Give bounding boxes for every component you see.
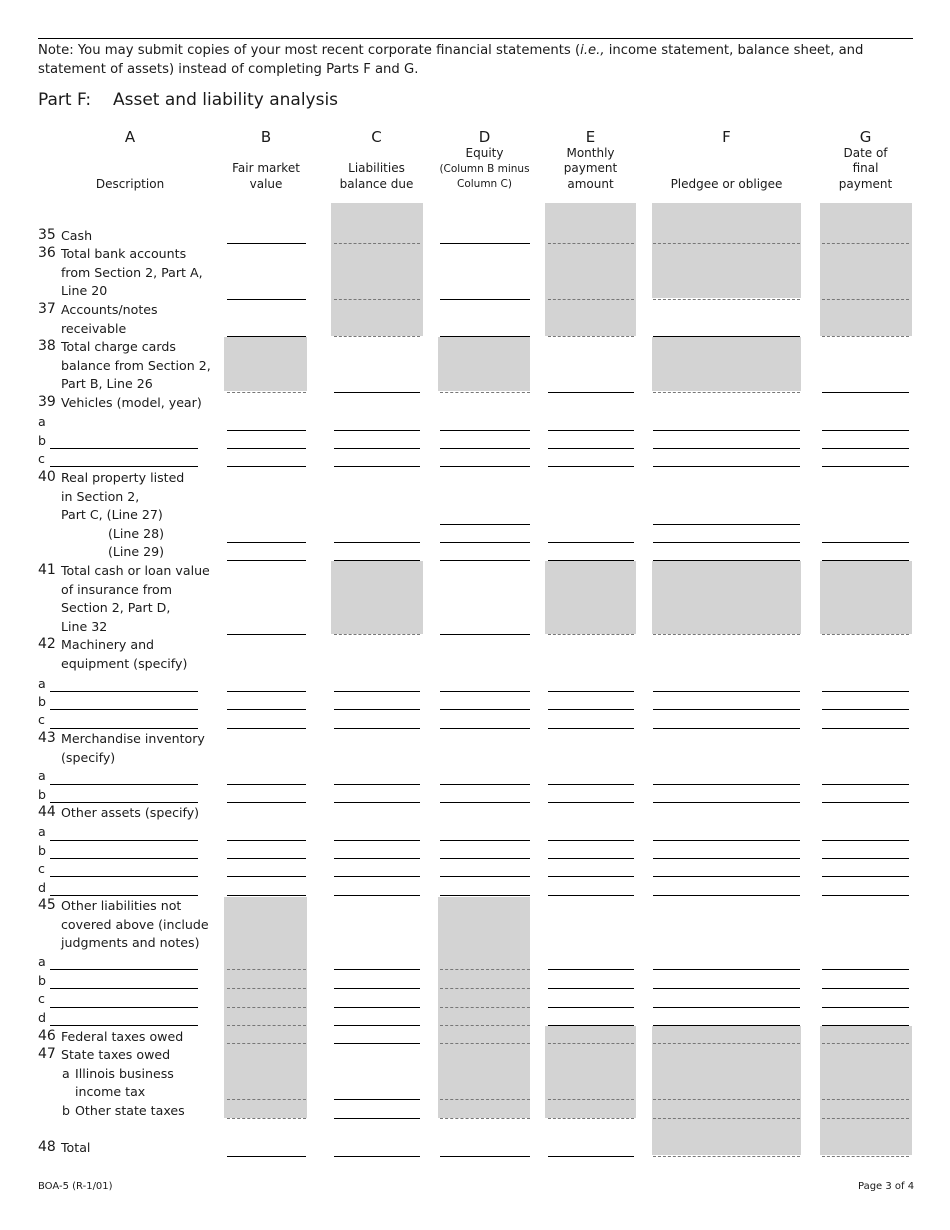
sub-line-letter: b [38, 843, 46, 858]
answer-line-f[interactable] [653, 802, 800, 803]
dashed-line-d [440, 392, 530, 393]
answer-line-c[interactable] [334, 392, 420, 393]
sub-item-label: Other state taxes [75, 1102, 185, 1118]
note-suffix: income statement, balance sheet, and statement of assets) instead of completing Parts F and G. [38, 43, 864, 77]
dashed-line-g [822, 299, 909, 300]
line-label: equipment (specify) [61, 655, 188, 671]
dashed-line-d [440, 969, 530, 970]
answer-line-f[interactable] [653, 1025, 800, 1026]
line-number: 46 [38, 1028, 56, 1044]
answer-line-b[interactable] [227, 560, 306, 561]
answer-line-f[interactable] [653, 560, 800, 561]
dashed-line-g [822, 1118, 909, 1119]
line-label: Machinery and [61, 637, 155, 652]
answer-line-g[interactable] [822, 392, 909, 393]
answer-line-b[interactable] [227, 802, 306, 803]
shaded-cell [545, 203, 636, 336]
shaded-cell [652, 1026, 801, 1155]
description-line[interactable] [50, 709, 198, 710]
dashed-line-b [227, 1118, 306, 1119]
dashed-line-f [653, 1099, 800, 1100]
column-heading-g-line: Date of [843, 146, 888, 160]
line-label: judgments and notes) [61, 935, 200, 951]
answer-line-b[interactable] [227, 466, 306, 467]
answer-line-c[interactable] [334, 1099, 420, 1100]
line-label: Real property listed [61, 470, 185, 485]
sub-line-letter: a [38, 676, 46, 691]
sub-item-label: Illinois business [75, 1065, 174, 1081]
line-number: 43 [38, 730, 56, 746]
dashed-line-c [334, 336, 420, 337]
description-line[interactable] [50, 691, 198, 692]
dashed-line-f [653, 1156, 800, 1157]
column-letter-a: A [124, 128, 136, 146]
answer-line-d[interactable] [440, 243, 530, 244]
description-line[interactable] [50, 802, 198, 803]
line-number: 45 [38, 897, 56, 913]
answer-line-c[interactable] [334, 802, 420, 803]
line-label: Line 20 [61, 283, 108, 299]
answer-line-b[interactable] [227, 709, 306, 710]
dashed-line-g [822, 336, 909, 337]
answer-line-e[interactable] [548, 691, 634, 692]
answer-line-g[interactable] [822, 709, 909, 710]
line-number: 39 [38, 394, 56, 410]
description-line[interactable] [50, 895, 198, 896]
answer-line-g[interactable] [822, 858, 909, 859]
answer-line-e[interactable] [548, 448, 634, 449]
answer-line-e[interactable] [548, 430, 634, 431]
shaded-cell [545, 561, 636, 634]
line-label: Federal taxes owed [61, 1029, 184, 1044]
sub-line-letter: d [38, 1010, 46, 1025]
sub-line-letter: d [38, 880, 46, 895]
sub-line-letter: a [38, 414, 46, 429]
shaded-cell [224, 337, 307, 391]
column-heading-g-line: payment [838, 177, 893, 191]
answer-line-f[interactable] [653, 542, 800, 543]
answer-line-b[interactable] [227, 840, 306, 841]
column-heading-c-line: balance due [339, 177, 414, 191]
dashed-line-b [227, 1099, 306, 1100]
sub-line-letter: a [38, 824, 46, 839]
dashed-line-g [822, 1156, 909, 1157]
description-line[interactable] [50, 858, 198, 859]
note-prefix: Note: You may submit copies of your most recent corporate financial statements ( [38, 43, 581, 58]
answer-line-d[interactable] [440, 542, 530, 543]
sub-item-label: income tax [75, 1084, 146, 1100]
line-number: 41 [38, 562, 56, 578]
answer-line-f[interactable] [653, 876, 800, 877]
answer-line-c[interactable] [334, 728, 420, 729]
description-line[interactable] [50, 448, 198, 449]
answer-line-d[interactable] [440, 876, 530, 877]
line-label: (Line 29) [108, 544, 165, 560]
shaded-cell [438, 337, 530, 391]
line-number: 38 [38, 338, 56, 354]
answer-line-c[interactable] [334, 858, 420, 859]
column-heading-c-line: Liabilities [348, 161, 405, 175]
answer-line-b[interactable] [227, 895, 306, 896]
line-label: covered above (include [61, 916, 209, 932]
column-heading-d-line: Equity [465, 146, 504, 160]
answer-line-c[interactable] [334, 448, 420, 449]
answer-line-g[interactable] [822, 542, 909, 543]
form-number: BOA-5 (R-1/01) [38, 1181, 113, 1192]
answer-line-d[interactable] [440, 895, 530, 896]
line-label: Accounts/notes [61, 302, 158, 317]
shaded-cell [820, 561, 912, 634]
line-number: 48 [38, 1139, 56, 1155]
note-text [38, 41, 913, 79]
answer-line-g[interactable] [822, 895, 909, 896]
answer-line-c[interactable] [334, 1156, 420, 1157]
dashed-line-d [440, 1007, 530, 1008]
answer-line-d[interactable] [440, 728, 530, 729]
answer-line-f[interactable] [653, 988, 800, 989]
description-line[interactable] [50, 728, 198, 729]
line-label: Other liabilities not [61, 898, 182, 913]
answer-line-e[interactable] [548, 784, 634, 785]
answer-line-f[interactable] [653, 709, 800, 710]
answer-line-g[interactable] [822, 840, 909, 841]
line-label: Vehicles (model, year) [61, 395, 202, 410]
answer-line-b[interactable] [227, 691, 306, 692]
sub-line-letter: a [38, 768, 46, 783]
dashed-line-g [822, 634, 909, 635]
dashed-line-b [227, 1025, 306, 1026]
part-label: Part F: [38, 90, 92, 110]
dashed-line-b [227, 392, 306, 393]
answer-line-e[interactable] [548, 802, 634, 803]
dashed-line-b [227, 1007, 306, 1008]
answer-line-b[interactable] [227, 448, 306, 449]
dashed-line-d [440, 1099, 530, 1100]
answer-line-f[interactable] [653, 691, 800, 692]
answer-line-e[interactable] [548, 1025, 634, 1026]
answer-line-e[interactable] [548, 560, 634, 561]
answer-line-f[interactable] [653, 336, 800, 337]
answer-line-g[interactable] [822, 728, 909, 729]
answer-line-f[interactable] [653, 895, 800, 896]
answer-line-c[interactable] [334, 466, 420, 467]
answer-line-b[interactable] [227, 542, 306, 543]
dashed-line-e [548, 1099, 634, 1100]
answer-line-d[interactable] [440, 802, 530, 803]
dashed-line-e [548, 634, 634, 635]
answer-line-e[interactable] [548, 988, 634, 989]
dashed-line-d [440, 1118, 530, 1119]
column-heading-d-note: Column C) [457, 178, 512, 190]
answer-line-f[interactable] [653, 728, 800, 729]
answer-line-c[interactable] [334, 1118, 420, 1119]
answer-line-d[interactable] [440, 524, 530, 525]
answer-line-g[interactable] [822, 969, 909, 970]
answer-line-g[interactable] [822, 448, 909, 449]
answer-line-c[interactable] [334, 430, 420, 431]
note-ie: i.e., [580, 43, 605, 58]
answer-line-c[interactable] [334, 691, 420, 692]
answer-line-d[interactable] [440, 784, 530, 785]
description-line[interactable] [50, 466, 198, 467]
dashed-line-c [334, 634, 420, 635]
line-label: (specify) [61, 749, 116, 765]
column-heading-a-line: Description [95, 177, 165, 191]
shaded-cell [652, 561, 801, 634]
line-label: balance from Section 2, [61, 357, 211, 373]
answer-line-b[interactable] [227, 299, 306, 300]
line-number: 44 [38, 804, 56, 820]
dashed-line-f [653, 299, 800, 300]
answer-line-b[interactable] [227, 728, 306, 729]
description-line[interactable] [50, 1007, 198, 1008]
answer-line-g[interactable] [822, 784, 909, 785]
dashed-line-f [653, 243, 800, 244]
answer-line-e[interactable] [548, 876, 634, 877]
dashed-line-b [227, 969, 306, 970]
sub-line-letter: b [38, 433, 46, 448]
line-number: 37 [38, 301, 56, 317]
dashed-line-f [653, 1043, 800, 1044]
answer-line-e[interactable] [548, 709, 634, 710]
answer-line-c[interactable] [334, 784, 420, 785]
description-line[interactable] [50, 784, 198, 785]
answer-line-b[interactable] [227, 634, 306, 635]
sub-line-letter: c [38, 451, 45, 466]
column-heading-e-line: amount [567, 177, 614, 191]
answer-line-d[interactable] [440, 448, 530, 449]
shaded-cell [820, 203, 912, 336]
shaded-cell [820, 1026, 912, 1155]
line-label: Cash [61, 228, 93, 243]
answer-line-d[interactable] [440, 858, 530, 859]
answer-line-b[interactable] [227, 876, 306, 877]
answer-line-d[interactable] [440, 299, 530, 300]
answer-line-d[interactable] [440, 430, 530, 431]
dashed-line-c [334, 299, 420, 300]
answer-line-c[interactable] [334, 840, 420, 841]
dashed-line-e [548, 299, 634, 300]
answer-line-f[interactable] [653, 448, 800, 449]
description-line[interactable] [50, 1025, 198, 1026]
answer-line-e[interactable] [548, 728, 634, 729]
answer-line-g[interactable] [822, 1007, 909, 1008]
dashed-line-g [822, 1043, 909, 1044]
dashed-line-f [653, 1118, 800, 1119]
column-letter-e: E [585, 128, 596, 146]
line-label: Part B, Line 26 [61, 376, 153, 392]
answer-line-c[interactable] [334, 1043, 420, 1044]
answer-line-g[interactable] [822, 876, 909, 877]
answer-line-b[interactable] [227, 1156, 306, 1157]
sub-line-letter: a [38, 954, 46, 969]
line-label: Total charge cards [61, 339, 176, 354]
answer-line-e[interactable] [548, 1156, 634, 1157]
answer-line-b[interactable] [227, 243, 306, 244]
line-number: 47 [38, 1046, 56, 1062]
page-number: Page 3 of 4 [858, 1181, 915, 1192]
answer-line-e[interactable] [548, 858, 634, 859]
answer-line-g[interactable] [822, 691, 909, 692]
answer-line-f[interactable] [653, 858, 800, 859]
answer-line-g[interactable] [822, 802, 909, 803]
line-number: 35 [38, 227, 56, 243]
sub-line-letter: c [38, 861, 45, 876]
sub-line-letter: c [38, 712, 45, 727]
column-heading-g-line: final [852, 161, 879, 175]
answer-line-c[interactable] [334, 876, 420, 877]
answer-line-e[interactable] [548, 392, 634, 393]
shaded-cell [331, 561, 423, 634]
column-heading-d-note: (Column B minus [439, 163, 530, 175]
dashed-line-e [548, 243, 634, 244]
line-number: 36 [38, 245, 56, 261]
dashed-line-f [653, 392, 800, 393]
dashed-line-c [334, 243, 420, 244]
column-heading-b-line: Fair market [232, 161, 300, 175]
answer-line-g[interactable] [822, 466, 909, 467]
shaded-cell [652, 337, 801, 391]
line-label: Other assets (specify) [61, 805, 200, 820]
line-number: 40 [38, 469, 56, 485]
part-title-text: Asset and liability analysis [113, 90, 339, 110]
line-label: (Line 28) [108, 525, 165, 541]
dashed-line-f [653, 634, 800, 635]
dashed-line-b [227, 988, 306, 989]
dashed-line-g [822, 243, 909, 244]
line-number: 42 [38, 636, 56, 652]
line-label: Merchandise inventory [61, 731, 205, 746]
dashed-line-d [440, 1043, 530, 1044]
description-line[interactable] [50, 840, 198, 841]
dashed-line-d [440, 1025, 530, 1026]
top-rule [38, 38, 913, 39]
answer-line-d[interactable] [440, 840, 530, 841]
answer-line-e[interactable] [548, 1007, 634, 1008]
answer-line-f[interactable] [653, 840, 800, 841]
sub-line-letter: b [38, 973, 46, 988]
answer-line-c[interactable] [334, 1025, 420, 1026]
line-label: Line 32 [61, 618, 108, 634]
sub-line-letter: c [38, 991, 45, 1006]
answer-line-c[interactable] [334, 542, 420, 543]
description-line[interactable] [50, 969, 198, 970]
shaded-cell [652, 203, 801, 298]
column-heading-f-line: Pledgee or obligee [670, 177, 783, 191]
answer-line-g[interactable] [822, 988, 909, 989]
sub-item-letter: a [62, 1065, 70, 1081]
answer-line-g[interactable] [822, 560, 909, 561]
line-label: Total bank accounts [61, 246, 187, 261]
answer-line-e[interactable] [548, 466, 634, 467]
description-line[interactable] [50, 988, 198, 989]
part-title [38, 90, 338, 110]
dashed-line-b [227, 1043, 306, 1044]
answer-line-e[interactable] [548, 895, 634, 896]
column-letter-d: D [478, 128, 491, 146]
line-label: Part C, (Line 27) [61, 507, 163, 523]
line-label: Total [61, 1140, 91, 1155]
answer-line-d[interactable] [440, 560, 530, 561]
column-letter-g: G [859, 128, 872, 146]
answer-line-g[interactable] [822, 430, 909, 431]
column-heading-b-line: value [249, 177, 283, 191]
answer-line-c[interactable] [334, 895, 420, 896]
line-label: State taxes owed [61, 1047, 171, 1062]
answer-line-f[interactable] [653, 466, 800, 467]
answer-line-c[interactable] [334, 969, 420, 970]
line-label: Section 2, Part D, [61, 600, 171, 616]
dashed-line-e [548, 336, 634, 337]
answer-line-c[interactable] [334, 709, 420, 710]
answer-line-d[interactable] [440, 466, 530, 467]
dashed-line-e [548, 1043, 634, 1044]
column-letter-f: F [722, 128, 731, 146]
description-line[interactable] [50, 876, 198, 877]
line-label: Total cash or loan value [61, 563, 210, 578]
answer-line-g[interactable] [822, 1025, 909, 1026]
sub-line-letter: b [38, 694, 46, 709]
line-label: from Section 2, Part A, [61, 264, 203, 280]
answer-line-b[interactable] [227, 430, 306, 431]
column-heading-e-line: Monthly [566, 146, 615, 160]
dashed-line-d [440, 988, 530, 989]
sub-line-letter: b [38, 787, 46, 802]
line-label: in Section 2, [61, 488, 140, 504]
line-label: of insurance from [61, 581, 173, 597]
dashed-line-g [822, 1099, 909, 1100]
answer-line-e[interactable] [548, 840, 634, 841]
answer-line-d[interactable] [440, 691, 530, 692]
dashed-line-e [548, 1118, 634, 1119]
answer-line-c[interactable] [334, 1007, 420, 1008]
answer-line-d[interactable] [440, 336, 530, 337]
answer-line-f[interactable] [653, 969, 800, 970]
shaded-cell [545, 1026, 636, 1118]
answer-line-f[interactable] [653, 784, 800, 785]
answer-line-f[interactable] [653, 524, 800, 525]
answer-line-d[interactable] [440, 709, 530, 710]
answer-line-c[interactable] [334, 988, 420, 989]
column-heading-e-line: payment [563, 161, 618, 175]
answer-line-f[interactable] [653, 1007, 800, 1008]
column-letter-c: C [371, 128, 382, 146]
answer-line-b[interactable] [227, 784, 306, 785]
answer-line-f[interactable] [653, 430, 800, 431]
column-letter-b: B [260, 128, 272, 146]
sub-item-letter: b [62, 1102, 70, 1118]
shaded-cell [331, 203, 423, 336]
line-label: receivable [61, 320, 127, 336]
answer-line-b[interactable] [227, 336, 306, 337]
answer-line-c[interactable] [334, 560, 420, 561]
answer-line-e[interactable] [548, 542, 634, 543]
answer-line-d[interactable] [440, 634, 530, 635]
answer-line-e[interactable] [548, 969, 634, 970]
answer-line-d[interactable] [440, 1156, 530, 1157]
answer-line-b[interactable] [227, 858, 306, 859]
